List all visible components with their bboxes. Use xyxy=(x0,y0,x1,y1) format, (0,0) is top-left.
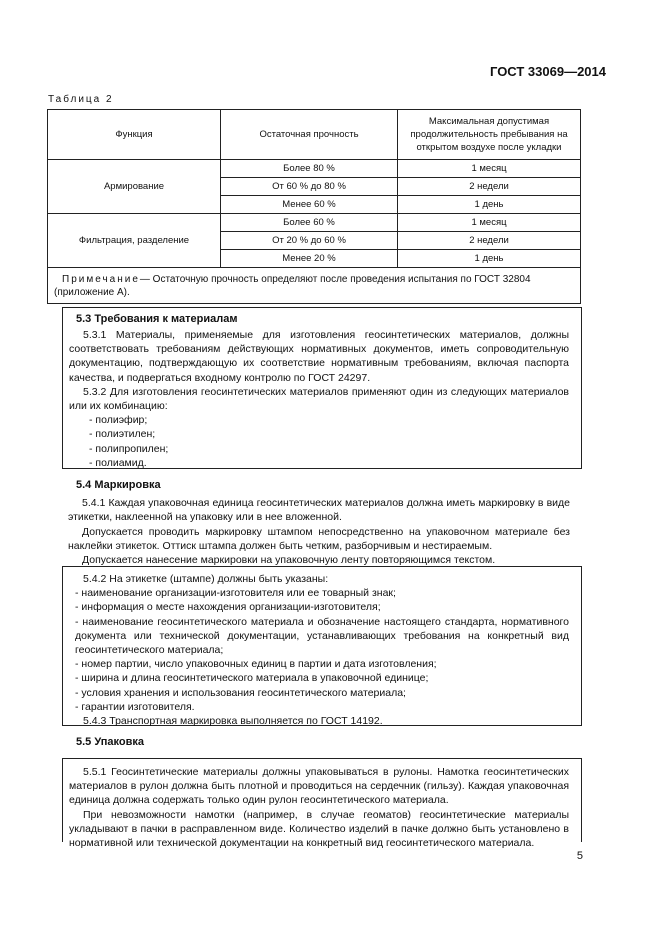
header-strength: Остаточная прочность xyxy=(221,110,398,160)
note-prefix: Примечание xyxy=(62,274,140,285)
header-function: Функция xyxy=(48,110,221,160)
strength-cell: Менее 20 % xyxy=(221,250,398,268)
section-heading: 5.5 Упаковка xyxy=(76,736,144,748)
paragraph: При невозможности намотки (например, в случае геоматов) геосинтетические материалы укладывают в пачки в расправленном виде. Количество изделий в пачке должно быть установлено в нормативной или технической документации на конкретный вид геосинтетического материала. xyxy=(69,808,569,850)
paragraph: Допускается нанесение маркировки на упаковочную ленту повторяющимся текстом. xyxy=(82,554,496,567)
list-item: - условия хранения и использования геосинтетического материала; xyxy=(75,686,406,699)
paragraph: Допускается проводить маркировку штампом непосредственно на упаковочном материале без наклейки этикеток. Оттиск штампа должен быть четким, разборчивым и нестираемым. xyxy=(68,525,570,552)
section-5-4-2-box xyxy=(62,566,582,726)
paragraph-5-4-2: 5.4.2 На этикетке (штампе) должны быть указаны: xyxy=(83,573,329,585)
section-5-3-box xyxy=(62,307,582,469)
paragraph-5-5-1: 5.5.1 Геосинтетические материалы должны упаковываться в рулоны. Намотка геосинтетических материалов в рулон должна быть плотной и проводиться на сердечник (гильзу). Каждая упаковочная единица должна содержать только один рулон геосинтетического материала. xyxy=(69,766,569,807)
section-5-4 xyxy=(62,478,582,567)
list-item: - наименование организации-изготовителя или ее товарный знак; xyxy=(75,587,396,600)
paragraph-5-3-2: 5.3.2 Для изготовления геосинтетических материалов применяют один из следующих материалов или их комбинацию: xyxy=(69,385,569,413)
strength-cell: Более 80 % xyxy=(221,160,398,178)
list-item: - полиэтилен; xyxy=(89,428,156,441)
list-item: - ширина и длина геосинтетического материала в упаковочной единице; xyxy=(75,672,429,685)
duration-cell: 2 недели xyxy=(398,178,581,196)
strength-cell: Менее 60 % xyxy=(221,196,398,214)
section-heading: 5.3 Требования к материалам xyxy=(76,313,238,325)
duration-cell: 1 месяц xyxy=(398,214,581,232)
table-2 xyxy=(47,109,581,304)
strength-cell: От 60 % до 80 % xyxy=(221,178,398,196)
page-number: 5 xyxy=(576,850,583,862)
duration-cell: 2 недели xyxy=(398,232,581,250)
list-item: - гарантии изготовителя. xyxy=(75,700,195,713)
document-code: ГОСТ 33069—2014 xyxy=(490,64,606,79)
strength-cell: От 20 % до 60 % xyxy=(221,232,398,250)
section-5-5-box xyxy=(62,758,582,850)
list-item: - номер партии, число упаковочных единиц в партии и дата изготовления; xyxy=(75,658,437,671)
section-heading: 5.4 Маркировка xyxy=(76,479,161,491)
duration-cell: 1 день xyxy=(398,250,581,268)
paragraph-5-3-1: 5.3.1 Материалы, применяемые для изготовления геосинтетических материалов, должны соответствовать требованиям действующих нормативных документов, иметь сопроводительную документацию, подтверждающую их соответствие нормативным требованиям, включая паспорта качества, и подвергаться входному контролю по ГОСТ 24297. xyxy=(69,329,569,384)
list-item: - полиэфир; xyxy=(89,414,148,427)
header-duration: Максимальная допустимая продолжительность пребывания на открытом воздухе после укладки xyxy=(398,110,581,160)
section-5-5-heading-wrap xyxy=(62,735,144,749)
paragraph-5-4-3: 5.4.3 Транспортная маркировка выполняется по ГОСТ 14192. xyxy=(83,715,383,728)
list-item: - информация о месте нахождения организации-изготовителя; xyxy=(75,601,381,614)
table-note xyxy=(48,268,581,304)
strength-cell: Более 60 % xyxy=(221,214,398,232)
duration-cell: 1 месяц xyxy=(398,160,581,178)
note-text: — Остаточную прочность определяют после проведения испытания по ГОСТ 32804 (приложение А). xyxy=(54,274,531,298)
function-cell: Фильтрация, разделение xyxy=(48,214,221,268)
paragraph-5-4-1: 5.4.1 Каждая упаковочная единица геосинтетических материалов должна иметь маркировку в виде этикетки, наклеенной на упаковку или в нее вложенной. xyxy=(68,497,570,524)
duration-cell: 1 день xyxy=(398,196,581,214)
table-label: Таблица 2 xyxy=(48,94,114,105)
list-item: - полипропилен; xyxy=(89,442,169,455)
list-item: - полиамид. xyxy=(89,456,147,469)
list-item: - наименование геосинтетического материала и обозначение настоящего стандарта, нормативного документа или технической документации, устанавливающих требования на конкретный вид геосинтетического материала; xyxy=(75,615,569,657)
function-cell: Армирование xyxy=(48,160,221,214)
